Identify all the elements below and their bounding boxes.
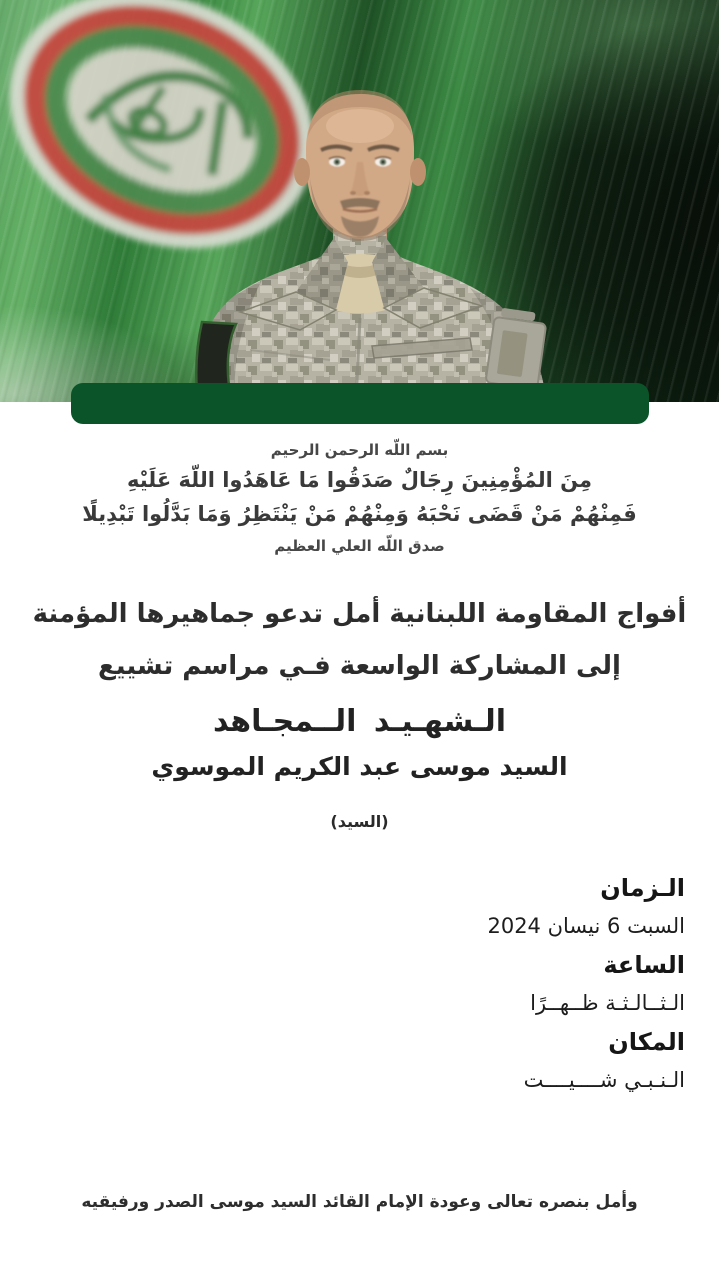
event-details	[34, 868, 685, 1099]
invitation-line-1: أفواج المقاومة اللبنانية أمل تدعو جماهيرها المؤمنة	[32, 599, 687, 629]
quran-verse-line-1: مِنَ المُؤْمِنِينَ رِجَالٌ صَدَقُوا مَا عَاهَدُوا اللّهَ عَلَيْهِ	[127, 468, 592, 492]
banner-illustration	[0, 0, 719, 402]
amal-movement-emblem-icon	[0, 0, 345, 285]
martyr-nickname: (السيد)	[330, 812, 389, 831]
detail-label-date: الـزمان	[600, 874, 685, 902]
quran-verse-line-2: فَمِنْهُمْ مَنْ قَضَى نَحْبَهُ وَمِنْهُمْ مَنْ يَنْتَظِرُ وَمَا بَدَّلُوا تَبْدِيلًا	[82, 502, 637, 526]
detail-value-hour: الـثــالـثـة ظــهــرًا	[530, 991, 685, 1015]
quran-block	[0, 437, 719, 559]
martyr-title: الـشهـيـد الــمجـاهد	[212, 704, 507, 739]
invitation-line-2: إلى المشاركة الواسعة فـي مراسم تشييع	[98, 651, 621, 681]
detail-value-date: السبت 6 نيسان 2024	[487, 914, 685, 938]
green-divider-bar	[71, 383, 649, 424]
verse-attribution: صدق اللّه العلي العظيم	[274, 537, 445, 555]
martyr-name: السيد موسى عبد الكريم الموسوي	[151, 752, 568, 781]
banner-photo	[0, 0, 719, 402]
detail-value-place: الـنـبـي شــــيــــت	[523, 1068, 685, 1092]
basmala-text: بسم اللّه الرحمن الرحيم	[270, 441, 449, 459]
detail-label-hour: الساعة	[603, 951, 685, 979]
footer-prayer: وأمل بنصره تعالى وعودة الإمام القائد السيد موسى الصدر ورفيقيه	[81, 1192, 638, 1212]
invitation-text	[0, 588, 719, 692]
detail-label-place: المكان	[608, 1028, 685, 1056]
sleeve-patch	[486, 307, 548, 389]
